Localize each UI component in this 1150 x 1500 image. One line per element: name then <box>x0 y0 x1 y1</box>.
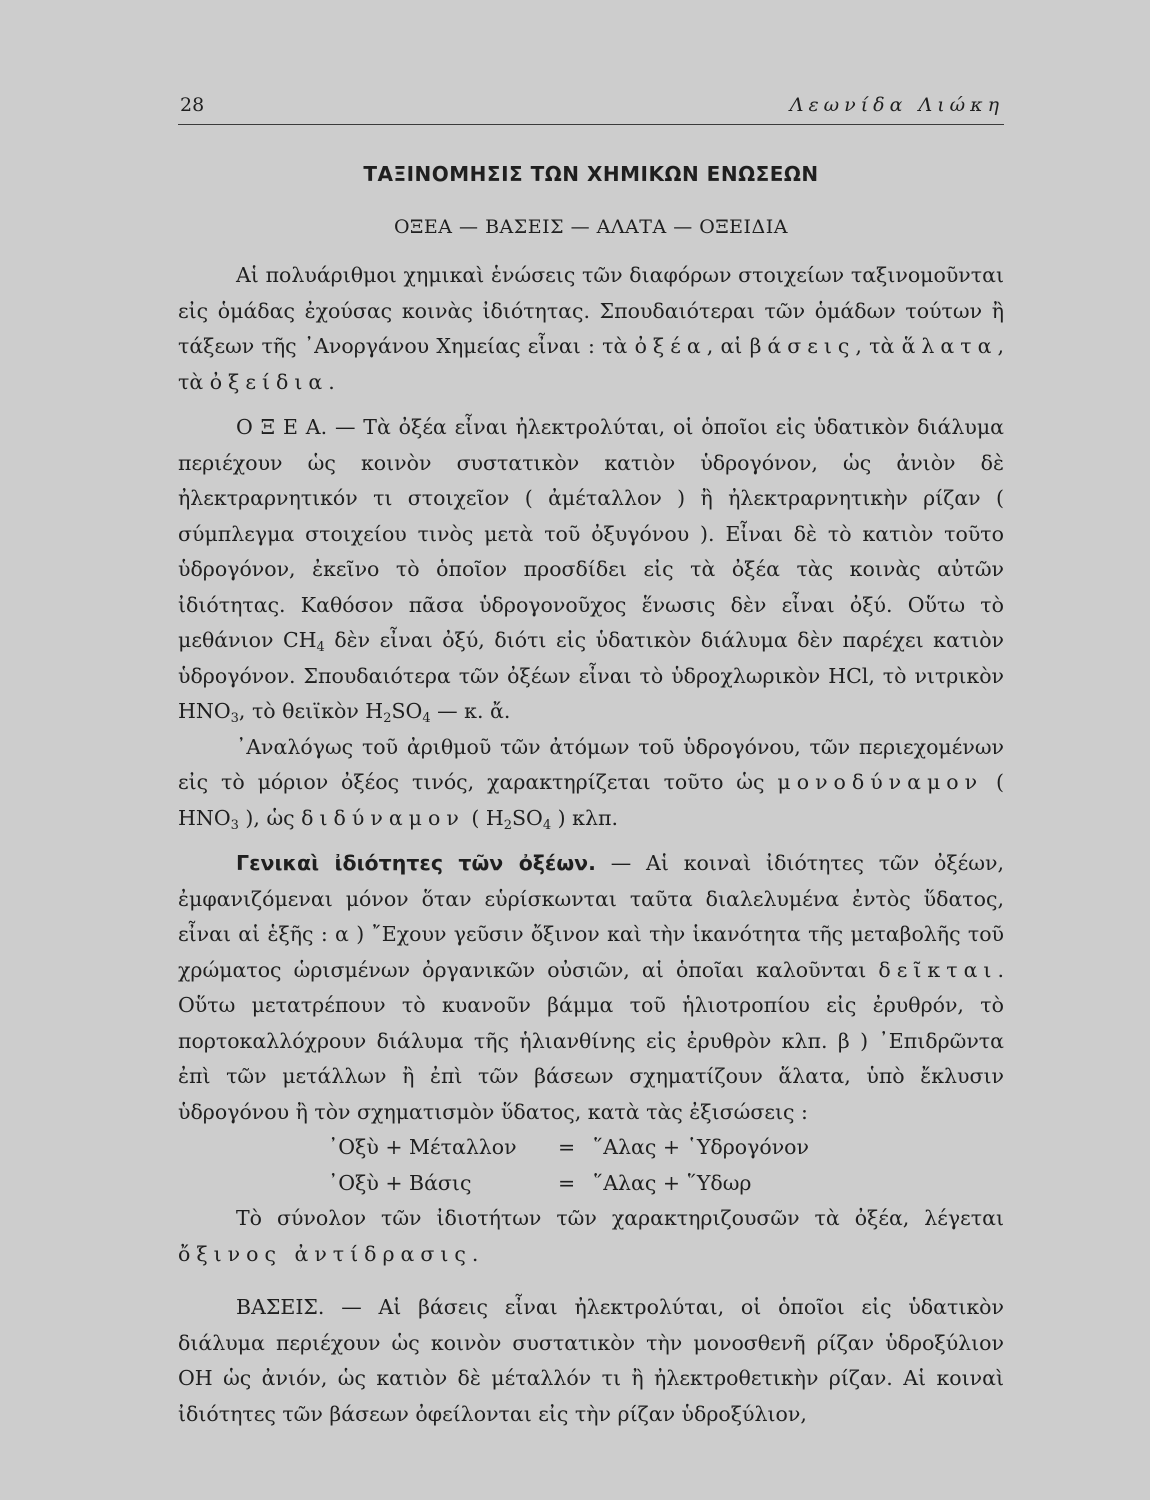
chapter-title: ΤΑΞΙΝΟΜΗΣΙΣ ΤΩΝ ΧΗΜΙΚΩΝ ΕΝΩΣΕΩΝ <box>363 162 819 186</box>
paragraph-acid-properties: Γενικαὶ ἰδιότητες τῶν ὀξέων. — Αἱ κοιναὶ ἰδιότητες τῶν ὀξέων, ἐμφανιζόμεναι μόνον ὅταν εὑρίσκωνται ταῦτα διαλελυμένα ἐντὸς ὕδατος, εἶναι αἱ ἑξῆς : α ) ῎Εχουν γεῦσιν ὄξινον καὶ τὴν ἱκανότητα τῆς μεταβολῆς τοῦ χρώματος ὡρισμένων ὀργανικῶν οὐσιῶν, αἱ ὁποῖαι καλοῦνται δεῖκται. Οὕτω μετατρέπουν τὸ κυανοῦν βάμμα τοῦ ἡλιοτροπίου εἰς ἐρυθρόν, τὸ πορτοκαλλόχρουν διάλυμα τῆς ἡλιανθίνης εἰς ἐρυθρὸν κλπ. β ) ᾿Επιδρῶντα ἐπὶ τῶν μετάλλων ἢ ἐπὶ τῶν βάσεων σχηματίζουν ἅλατα, ὑπὸ ἔκλυσιν ὑδρογόνου ἢ τὸν σχηματισμὸν ὕδατος, κατὰ τὰς ἐξισώσεις : <box>178 851 1004 1124</box>
term-alata: ἅλατα <box>901 334 998 358</box>
equation-row: ᾿Οξὺ + Μέταλλον = ῞Αλας + ῾Υδρογόνον <box>328 1135 809 1159</box>
equation-row: ᾿Οξὺ + Βάσις = ῞Αλας + ῞Υδωρ <box>328 1170 752 1195</box>
section-heading-acid-properties: Γενικαὶ ἰδιότητες τῶν ὀξέων. <box>236 851 596 875</box>
page-number: 28 <box>180 94 205 116</box>
term-oxea: ὀξέα <box>634 334 707 358</box>
body-text <box>178 258 1004 1432</box>
paragraph-intro: Αἱ πολυάριθμοι χημικαὶ ἑνώσεις τῶν διαφόρων στοιχείων ταξινομοῦνται εἰς ὁμάδας ἐχούσας κοινὰς ἰδιότητας. Σπουδαιότεραι τῶν ὁμάδων τούτων ἢ τάξεων τῆς ᾿Ανοργάνου Χημείας εἶναι : τὰ ὀξέα, αἱ βάσεις, τὰ ἅλατα, τὰ ὀξείδια. <box>178 263 1004 394</box>
term-deiktai: δεῖκται <box>878 957 998 982</box>
paragraph-acids: Ο Ξ Ε Α. — Τὰ ὀξέα εἶναι ἠλεκτρολύται, οἱ ὁποῖοι εἰς ὑδατικὸν διάλυμα περιέχουν ὡς κοινὸν συστατικὸν κατιὸν ὑδρογόνον, ὡς ἀνιὸν δὲ ἠλεκτραρνητικόν τι στοιχεῖον ( ἀμέταλλον ) ἢ ἠλεκτραρνητικὴν ρίζαν ( σύμπλεγμα στοιχείου τινὸς μετὰ τοῦ ὀξυγόνου ). Εἶναι δὲ τὸ κατιὸν τοῦτο ὑδρογόνον, ἐκεῖνο τὸ ὁποῖον προσδίδει εἰς τὰ ὀξέα τὰς κοινὰς αὐτῶν ἰδιότητας. Καθόσον πᾶσα ὑδρογονοῦχος ἕνωσις δὲν εἶναι ὀξύ. Οὕτω τὸ μεθάνιον $CH_4$ δὲν εἶναι ὀξύ, διότι εἰς ὑδατικὸν διάλυμα δὲν παρέχει κατιὸν ὑδρογόνον. Σπουδαιότερα τῶν ὀξέων εἶναι τὸ ὑδροχλωρικὸν HCl, τὸ νιτρικὸν $HNO_3$, τὸ θειϊκὸν $H_2SO_4$ — κ. ἄ. <box>178 415 1004 726</box>
section-lead-bases: ΒΑΣΕΙΣ. <box>236 1295 325 1319</box>
section-lead-acids: Ο Ξ Ε Α. <box>236 415 328 439</box>
chapter-subtitle: ΟΞΕΑ — ΒΑΣΕΙΣ — ΑΛΑΤΑ — ΟΞΕΙΔΙΑ <box>393 216 789 238</box>
paragraph-acid-reaction: Τὸ σύνολον τῶν ἰδιοτήτων τῶν χαρακτηριζουσῶν τὰ ὀξέα, λέγεται ὄξινος ἀντίδρασις. <box>178 1206 1004 1266</box>
term-oxinos-antidrasis: ὄξινος ἀντίδρασις <box>178 1241 472 1266</box>
term-didynamon: διδύναμον <box>301 805 465 830</box>
running-head-author: Λεωνίδα Λιώκη <box>789 94 1004 116</box>
term-monodynamon: μονοδύναμον <box>777 770 984 794</box>
running-head <box>178 94 1004 125</box>
paragraph-bases: ΒΑΣΕΙΣ. — Αἱ βάσεις εἶναι ἠλεκτρολύται, οἱ ὁποῖοι εἰς ὑδατικὸν διάλυμα περιέχουν ὡς κοινὸν συστατικὸν τὴν μονοσθενῆ ρίζαν ὑδροξύλιον ΟΗ ὡς ἀνιόν, ὡς κατιὸν δὲ μέταλλόν τι ἢ ἠλεκτροθετικὴν ρίζαν. Αἱ κοιναὶ ἰδιότητες τῶν βάσεων ὀφείλονται εἰς τὴν ρίζαν ὑδροξύλιον, <box>178 1295 1004 1426</box>
term-oxeidia: ὀξείδια <box>209 369 329 394</box>
term-vaseis: βάσεις <box>749 334 856 358</box>
paragraph-basicity: ᾿Αναλόγως τοῦ ἀριθμοῦ τῶν ἀτόμων τοῦ ὑδρογόνου, τῶν περιεχομένων εἰς τὸ μόριον ὀξέος τινός, χαρακτηρίζεται τοῦτο ὡς μονοδύναμον ( $HNO_3$ ), ὡς διδύναμον ( $H_2SO_4$ ) κλπ. <box>178 734 1005 833</box>
